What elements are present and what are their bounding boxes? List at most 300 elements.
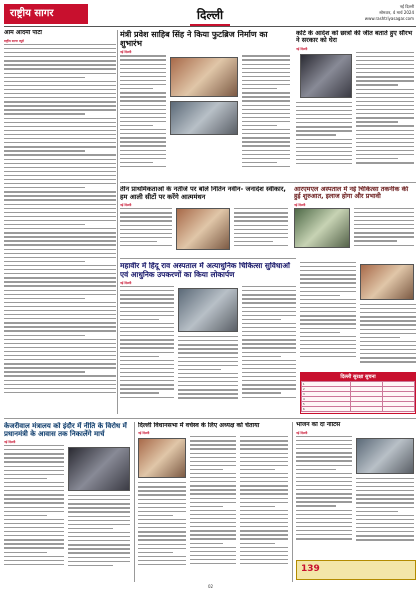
text-line bbox=[178, 365, 238, 366]
text-line bbox=[4, 118, 116, 119]
text-line bbox=[68, 536, 130, 537]
text-line bbox=[4, 482, 64, 483]
text-line bbox=[296, 485, 352, 486]
story-byline: नई दिल्ली bbox=[294, 202, 306, 207]
text-line bbox=[4, 527, 64, 528]
text-line bbox=[296, 114, 352, 115]
ad-table-cell: 6 bbox=[302, 407, 351, 412]
text-line bbox=[4, 187, 85, 188]
text-line bbox=[4, 539, 64, 540]
story-headline: तीन प्राथमिकताओं के नतीजे पर बोले नितिन नवीन- जनादेश स्वीकार, हम आली सीटों पर करेंगे आत्ममंथन bbox=[120, 186, 286, 201]
text-line bbox=[242, 64, 290, 65]
story-headline: भोजन को दो नोटिस bbox=[296, 422, 341, 428]
text-line bbox=[120, 105, 166, 106]
story-headline: कोर्ट के आदेश को छात्रों की जीत बताते हुए सौरभ ने सरकार को घेरा bbox=[296, 30, 413, 45]
text-line bbox=[356, 142, 414, 143]
text-line bbox=[242, 364, 296, 365]
text-line bbox=[120, 233, 172, 234]
text-line bbox=[242, 129, 290, 130]
text-line bbox=[356, 52, 414, 53]
text-line bbox=[4, 179, 116, 180]
text-line bbox=[120, 315, 174, 316]
text-line bbox=[356, 56, 414, 57]
text-line bbox=[242, 76, 290, 77]
text-line bbox=[178, 389, 238, 390]
story-photo bbox=[178, 288, 238, 332]
text-line bbox=[190, 518, 236, 519]
text-line bbox=[4, 261, 85, 262]
story-byline: राष्ट्रीय सागर ब्यूरो bbox=[4, 38, 25, 43]
text-line bbox=[138, 523, 186, 524]
text-line bbox=[4, 531, 64, 532]
text-line bbox=[300, 291, 356, 292]
text-line bbox=[356, 507, 414, 508]
text-line bbox=[240, 526, 288, 527]
text-line bbox=[4, 77, 85, 78]
text-line bbox=[356, 146, 414, 147]
text-line bbox=[138, 511, 186, 512]
story-left-top bbox=[4, 30, 116, 414]
text-line bbox=[120, 88, 153, 89]
text-line bbox=[178, 357, 238, 358]
text-line bbox=[354, 245, 414, 246]
story-headline: महावीर में हिंदू राव अस्पताल में अत्याधुनिक चिकित्सा सुविधाओं एवं आधुनिक उपकरणों का किया लोकार्पण bbox=[120, 262, 290, 279]
story-photo bbox=[356, 438, 414, 474]
text-line bbox=[4, 265, 116, 266]
story-bottom-left bbox=[4, 422, 132, 582]
ad-table-cell bbox=[383, 407, 415, 412]
text-line bbox=[4, 335, 85, 336]
text-line bbox=[240, 461, 288, 462]
text-line bbox=[4, 560, 64, 561]
text-line bbox=[242, 290, 296, 291]
text-line bbox=[4, 449, 64, 450]
text-line bbox=[4, 556, 64, 557]
text-line bbox=[242, 80, 290, 81]
text-line bbox=[4, 93, 116, 94]
text-line bbox=[234, 241, 273, 242]
text-line bbox=[4, 445, 64, 446]
text-line bbox=[242, 327, 296, 328]
text-line bbox=[4, 191, 116, 192]
story-headline: केजरीवाल मंत्रालय को इंदौर में नीति के विरोध में प्रधानमंत्री के आवास तक निकालेंगे मार्च bbox=[4, 422, 127, 439]
text-line bbox=[4, 142, 116, 143]
text-line bbox=[4, 244, 116, 245]
text-line bbox=[356, 515, 414, 516]
text-line bbox=[120, 327, 174, 328]
text-line bbox=[360, 357, 416, 358]
text-line bbox=[242, 88, 277, 89]
text-line bbox=[242, 298, 296, 299]
text-line bbox=[356, 130, 414, 131]
text-line bbox=[120, 298, 174, 299]
text-line bbox=[354, 212, 414, 213]
text-line bbox=[190, 440, 236, 441]
text-line bbox=[296, 143, 352, 144]
text-line bbox=[138, 548, 186, 549]
text-line bbox=[120, 347, 174, 348]
text-line bbox=[178, 340, 238, 341]
text-line bbox=[138, 564, 186, 565]
text-line bbox=[360, 308, 416, 309]
text-line bbox=[242, 392, 281, 393]
text-line bbox=[4, 48, 116, 49]
text-line bbox=[300, 311, 356, 312]
section-divider bbox=[4, 418, 416, 419]
text-line bbox=[240, 555, 288, 556]
text-line bbox=[190, 502, 236, 503]
text-line bbox=[4, 64, 116, 65]
text-line bbox=[242, 55, 290, 56]
text-line bbox=[296, 139, 352, 140]
text-line bbox=[178, 393, 238, 394]
text-line bbox=[296, 522, 352, 523]
text-line bbox=[190, 453, 236, 454]
text-line bbox=[138, 527, 186, 528]
text-line bbox=[120, 113, 166, 114]
text-line bbox=[300, 319, 356, 320]
text-line bbox=[356, 72, 414, 73]
story-byline: नई दिल्ली bbox=[120, 203, 132, 208]
story-bottom-right bbox=[296, 422, 416, 582]
text-line bbox=[240, 551, 288, 552]
text-line bbox=[178, 369, 221, 370]
text-line bbox=[300, 295, 340, 296]
text-line bbox=[4, 257, 116, 258]
text-line bbox=[4, 470, 64, 471]
text-line bbox=[240, 444, 288, 445]
text-line bbox=[354, 220, 414, 221]
story-body bbox=[300, 262, 356, 360]
text-line bbox=[120, 335, 174, 336]
text-line bbox=[4, 253, 116, 254]
text-line bbox=[68, 540, 130, 541]
text-line bbox=[356, 101, 414, 102]
section-divider bbox=[120, 258, 296, 259]
text-line bbox=[4, 515, 47, 516]
story-photo bbox=[170, 101, 238, 135]
story-byline: नई दिल्ली bbox=[296, 46, 308, 51]
text-line bbox=[354, 240, 397, 241]
text-line bbox=[4, 355, 116, 356]
text-line bbox=[240, 489, 288, 490]
text-line bbox=[4, 359, 116, 360]
text-line bbox=[242, 72, 290, 73]
text-line bbox=[4, 285, 116, 286]
text-line bbox=[68, 552, 130, 553]
text-line bbox=[4, 138, 116, 139]
text-line bbox=[4, 388, 116, 389]
text-line bbox=[190, 473, 236, 474]
text-line bbox=[4, 511, 64, 512]
text-line bbox=[242, 68, 290, 69]
text-line bbox=[242, 360, 296, 361]
text-line bbox=[4, 167, 116, 168]
text-line bbox=[4, 564, 64, 565]
text-line bbox=[360, 341, 416, 342]
text-line bbox=[300, 348, 356, 349]
text-line bbox=[68, 511, 130, 512]
text-line bbox=[234, 229, 288, 230]
text-line bbox=[296, 481, 352, 482]
text-line bbox=[178, 397, 238, 398]
story-body bbox=[356, 478, 414, 544]
ad-table-cell: 2 bbox=[302, 387, 351, 392]
text-line bbox=[242, 356, 281, 357]
text-line bbox=[4, 232, 116, 233]
text-line bbox=[240, 522, 288, 523]
text-line bbox=[360, 353, 416, 354]
text-line bbox=[240, 502, 288, 503]
text-line bbox=[4, 240, 116, 241]
text-line bbox=[300, 266, 356, 267]
text-line bbox=[190, 510, 236, 511]
text-line bbox=[296, 147, 352, 148]
text-line bbox=[4, 113, 85, 114]
text-line bbox=[356, 89, 414, 90]
text-line bbox=[4, 339, 116, 340]
text-line bbox=[190, 489, 236, 490]
text-line bbox=[190, 534, 236, 535]
text-line bbox=[120, 109, 166, 110]
text-line bbox=[356, 97, 414, 98]
text-line bbox=[120, 125, 153, 126]
text-line bbox=[138, 544, 186, 545]
text-line bbox=[296, 538, 352, 539]
text-line bbox=[4, 220, 116, 221]
text-line bbox=[120, 302, 174, 303]
text-line bbox=[178, 348, 238, 349]
text-line bbox=[242, 339, 296, 340]
text-line bbox=[296, 465, 352, 466]
text-line bbox=[242, 376, 296, 377]
text-line bbox=[240, 563, 288, 564]
text-line bbox=[360, 337, 400, 338]
text-line bbox=[138, 535, 186, 536]
story-body bbox=[360, 304, 416, 365]
text-line bbox=[300, 307, 356, 308]
text-line bbox=[356, 535, 414, 536]
text-line bbox=[234, 208, 288, 209]
text-line bbox=[4, 122, 116, 123]
text-line bbox=[4, 44, 116, 45]
story-body bbox=[4, 44, 116, 393]
text-line bbox=[240, 543, 275, 544]
story-photo bbox=[138, 438, 186, 478]
text-line bbox=[296, 102, 352, 103]
text-line bbox=[178, 381, 238, 382]
text-line bbox=[356, 502, 414, 503]
text-line bbox=[242, 347, 296, 348]
text-line bbox=[234, 216, 288, 217]
text-line bbox=[190, 563, 236, 564]
text-line bbox=[120, 360, 174, 361]
story-body bbox=[120, 55, 166, 170]
text-line bbox=[68, 561, 130, 562]
text-line bbox=[300, 315, 356, 316]
text-line bbox=[4, 392, 116, 393]
text-line bbox=[4, 322, 116, 323]
text-line bbox=[68, 532, 130, 533]
text-line bbox=[178, 352, 238, 353]
text-line bbox=[68, 528, 113, 529]
text-line bbox=[120, 100, 166, 101]
text-line bbox=[240, 469, 275, 470]
text-line bbox=[4, 163, 116, 164]
text-line bbox=[242, 286, 296, 287]
text-line bbox=[4, 318, 116, 319]
text-line bbox=[356, 76, 414, 77]
text-line bbox=[4, 367, 116, 368]
page-footer bbox=[4, 584, 416, 592]
text-line bbox=[360, 324, 416, 325]
text-line bbox=[178, 373, 238, 374]
text-line bbox=[242, 323, 296, 324]
city-title: दिल्ली bbox=[180, 4, 240, 26]
text-line bbox=[242, 105, 290, 106]
text-line bbox=[4, 490, 64, 491]
text-line bbox=[4, 159, 116, 160]
text-line bbox=[4, 535, 64, 536]
text-line bbox=[68, 516, 130, 517]
text-line bbox=[296, 444, 352, 445]
text-line bbox=[4, 351, 116, 352]
text-line bbox=[296, 126, 352, 127]
text-line bbox=[242, 343, 296, 344]
ad-title: दिल्ली सुरक्षा सुचना bbox=[301, 373, 415, 381]
text-line bbox=[296, 469, 336, 470]
text-line bbox=[120, 352, 174, 353]
text-line bbox=[234, 237, 288, 238]
text-line bbox=[296, 130, 352, 131]
text-line bbox=[4, 134, 116, 135]
story-headline: आरएमएल अस्पताल में नई चिकित्सा तकनीक की हुई शुरुआत, इलाज होगा और प्रभावी bbox=[294, 186, 409, 201]
text-line bbox=[296, 106, 352, 107]
text-line bbox=[4, 523, 64, 524]
text-line bbox=[356, 125, 414, 126]
text-line bbox=[240, 547, 288, 548]
text-line bbox=[4, 375, 116, 376]
text-line bbox=[138, 503, 186, 504]
text-line bbox=[240, 473, 288, 474]
text-line bbox=[120, 397, 174, 398]
text-line bbox=[300, 278, 356, 279]
text-line bbox=[4, 384, 116, 385]
text-line bbox=[296, 501, 352, 502]
text-line bbox=[242, 84, 290, 85]
text-line bbox=[120, 154, 166, 155]
text-line bbox=[120, 372, 174, 373]
text-line bbox=[190, 436, 236, 437]
text-line bbox=[234, 245, 288, 246]
text-line bbox=[120, 388, 174, 389]
text-line bbox=[4, 502, 64, 503]
text-line bbox=[138, 490, 186, 491]
story-body bbox=[240, 436, 288, 567]
text-line bbox=[190, 543, 223, 544]
text-line bbox=[356, 84, 398, 85]
text-line bbox=[242, 150, 290, 151]
text-line bbox=[360, 329, 416, 330]
text-line bbox=[242, 294, 296, 295]
text-line bbox=[240, 465, 288, 466]
text-line bbox=[296, 134, 336, 135]
text-line bbox=[68, 495, 130, 496]
story-photo bbox=[294, 208, 350, 248]
text-line bbox=[356, 117, 414, 118]
text-line bbox=[4, 343, 116, 344]
text-line bbox=[178, 344, 238, 345]
text-line bbox=[138, 552, 173, 553]
text-line bbox=[120, 286, 174, 287]
text-line bbox=[242, 372, 296, 373]
text-line bbox=[300, 270, 356, 271]
text-line bbox=[360, 333, 416, 334]
text-line bbox=[138, 560, 186, 561]
text-line bbox=[300, 340, 356, 341]
section-title: राष्ट्रीय सागर bbox=[4, 4, 88, 24]
text-line bbox=[4, 277, 116, 278]
text-line bbox=[240, 518, 288, 519]
text-line bbox=[300, 352, 356, 353]
text-line bbox=[356, 523, 414, 524]
text-line bbox=[242, 331, 296, 332]
text-line bbox=[360, 320, 416, 321]
text-line bbox=[4, 457, 64, 458]
story-mid-right bbox=[294, 186, 416, 256]
text-line bbox=[356, 482, 414, 483]
text-line bbox=[4, 228, 116, 229]
text-line bbox=[120, 311, 174, 312]
text-line bbox=[120, 96, 166, 97]
text-line bbox=[68, 548, 130, 549]
text-line bbox=[242, 125, 277, 126]
text-line bbox=[4, 474, 64, 475]
text-line bbox=[190, 461, 236, 462]
ad-table-cell bbox=[351, 407, 383, 412]
text-line bbox=[240, 453, 288, 454]
text-line bbox=[356, 494, 414, 495]
text-line bbox=[190, 522, 236, 523]
story-body bbox=[138, 482, 186, 568]
text-line bbox=[120, 343, 174, 344]
text-line bbox=[138, 486, 186, 487]
text-line bbox=[296, 534, 352, 535]
text-line bbox=[120, 55, 166, 56]
text-line bbox=[120, 68, 166, 69]
text-line bbox=[242, 311, 296, 312]
text-line bbox=[242, 384, 296, 385]
story-top-right bbox=[296, 30, 416, 180]
text-line bbox=[68, 520, 130, 521]
text-line bbox=[242, 59, 290, 60]
text-line bbox=[120, 72, 166, 73]
text-line bbox=[4, 249, 116, 250]
text-line bbox=[356, 93, 414, 94]
story-headline: आम आदमी पार्टी bbox=[4, 30, 42, 36]
text-line bbox=[120, 145, 166, 146]
text-line bbox=[120, 364, 174, 365]
story-byline: नई दिल्ली bbox=[120, 281, 132, 286]
text-line bbox=[356, 121, 398, 122]
text-line bbox=[356, 478, 414, 479]
column-divider bbox=[292, 422, 293, 582]
text-line bbox=[242, 154, 290, 155]
story-mid-center bbox=[120, 186, 288, 256]
text-line bbox=[356, 138, 414, 139]
text-line bbox=[120, 384, 174, 385]
text-line bbox=[4, 347, 116, 348]
